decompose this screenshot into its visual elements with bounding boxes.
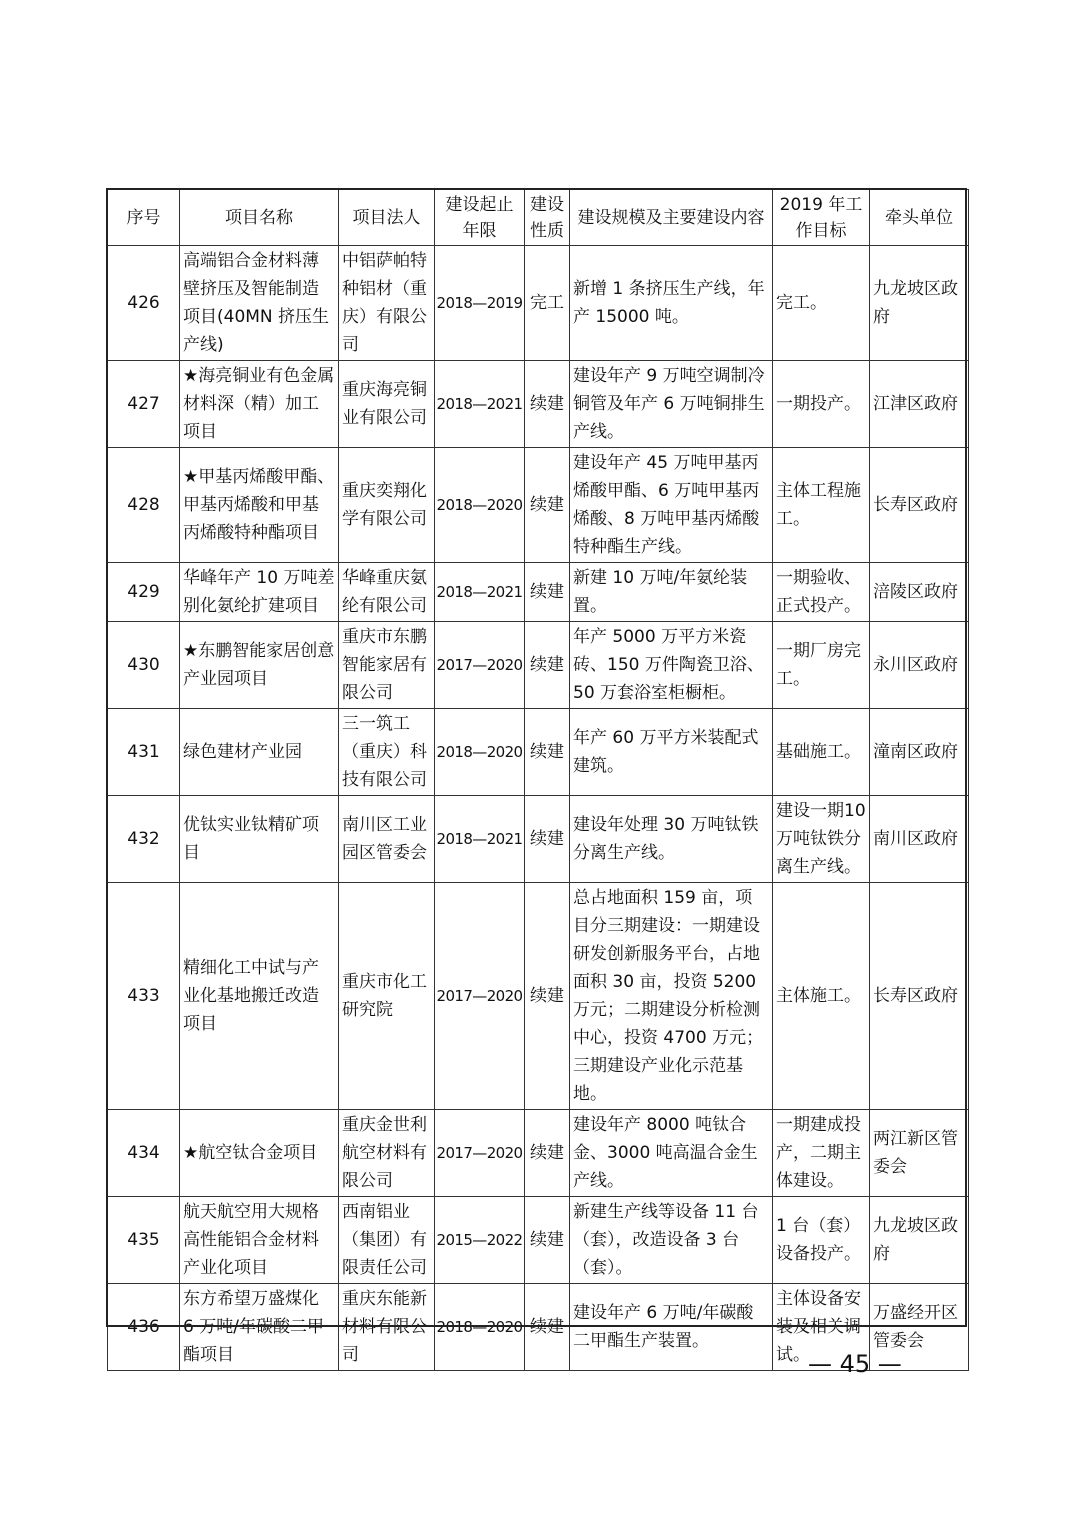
construction-years-cell: 2018—2020: [435, 448, 525, 563]
construction-years-cell: 2017—2020: [435, 883, 525, 1110]
lead-unit-cell: 永川区政府: [870, 622, 969, 709]
lead-unit-cell: 万盛经开区管委会: [870, 1284, 969, 1371]
construction-nature-cell: 续建: [525, 563, 570, 622]
lead-unit-cell: 九龙坡区政府: [870, 1197, 969, 1284]
construction-scope-cell: 建设年产 45 万吨甲基丙烯酸甲酯、6 万吨甲基丙烯酸、8 万吨甲基丙烯酸特种酯生产线。: [570, 448, 773, 563]
project-owner-cell: 华峰重庆氨纶有限公司: [339, 563, 435, 622]
construction-years-cell: 2018—2020: [435, 1284, 525, 1371]
work-goal-2019-cell: 基础施工。: [773, 709, 870, 796]
table-body: [108, 246, 969, 1371]
construction-scope-cell: 新增 1 条挤压生产线，年产 15000 吨。: [570, 246, 773, 361]
table-row: [108, 246, 969, 361]
construction-nature-cell: 续建: [525, 448, 570, 563]
construction-scope-cell: 新建 10 万吨/年氨纶装置。: [570, 563, 773, 622]
row-number-cell: 427: [108, 361, 180, 448]
header-cell: 2019 年工作目标: [773, 190, 870, 246]
lead-unit-cell: 涪陵区政府: [870, 563, 969, 622]
construction-nature-cell: 续建: [525, 796, 570, 883]
lead-unit-cell: 南川区政府: [870, 796, 969, 883]
project-name-cell: 航天航空用大规格高性能铝合金材料产业化项目: [180, 1197, 339, 1284]
lead-unit-cell: 江津区政府: [870, 361, 969, 448]
project-owner-cell: 重庆市化工研究院: [339, 883, 435, 1110]
project-owner-cell: 重庆金世利航空材料有限公司: [339, 1110, 435, 1197]
row-number-cell: 435: [108, 1197, 180, 1284]
project-owner-cell: 南川区工业园区管委会: [339, 796, 435, 883]
table-header-row: [108, 190, 969, 246]
project-owner-cell: 重庆奕翔化学有限公司: [339, 448, 435, 563]
table-row: [108, 709, 969, 796]
row-number-cell: 430: [108, 622, 180, 709]
row-number-cell: 426: [108, 246, 180, 361]
construction-scope-cell: 总占地面积 159 亩，项目分三期建设：一期建设研发创新服务平台，占地面积 30 亩，投资 5200 万元；二期建设分析检测中心，投资 4700 万元；三期建设产业化示范基地。: [570, 883, 773, 1110]
row-number-cell: 433: [108, 883, 180, 1110]
project-owner-cell: 重庆海亮铜业有限公司: [339, 361, 435, 448]
row-number-cell: 434: [108, 1110, 180, 1197]
row-number-cell: 428: [108, 448, 180, 563]
work-goal-2019-cell: 主体施工。: [773, 883, 870, 1110]
header-cell: 建设性质: [525, 190, 570, 246]
construction-scope-cell: 建设年产 6 万吨/年碳酸二甲酯生产装置。: [570, 1284, 773, 1371]
table-row: [108, 622, 969, 709]
construction-scope-cell: 年产 60 万平方米装配式建筑。: [570, 709, 773, 796]
construction-nature-cell: 续建: [525, 1284, 570, 1371]
project-owner-cell: 中铝萨帕特种铝材（重庆）有限公司: [339, 246, 435, 361]
construction-years-cell: 2018—2020: [435, 709, 525, 796]
construction-years-cell: 2017—2020: [435, 1110, 525, 1197]
row-number-cell: 431: [108, 709, 180, 796]
row-number-cell: 429: [108, 563, 180, 622]
project-name-cell: ★东鹏智能家居创意产业园项目: [180, 622, 339, 709]
work-goal-2019-cell: 主体设备安装及相关调试。: [773, 1284, 870, 1371]
construction-scope-cell: 建设年产 9 万吨空调制冷铜管及年产 6 万吨铜排生产线。: [570, 361, 773, 448]
lead-unit-cell: 长寿区政府: [870, 883, 969, 1110]
project-name-cell: ★航空钛合金项目: [180, 1110, 339, 1197]
construction-scope-cell: 新建生产线等设备 11 台（套），改造设备 3 台（套）。: [570, 1197, 773, 1284]
lead-unit-cell: 九龙坡区政府: [870, 246, 969, 361]
work-goal-2019-cell: 1 台（套）设备投产。: [773, 1197, 870, 1284]
project-name-cell: 东方希望万盛煤化 6 万吨/年碳酸二甲酯项目: [180, 1284, 339, 1371]
row-number-cell: 436: [108, 1284, 180, 1371]
construction-nature-cell: 续建: [525, 622, 570, 709]
table-row: [108, 883, 969, 1110]
construction-nature-cell: 完工: [525, 246, 570, 361]
work-goal-2019-cell: 建设一期10万吨钛铁分离生产线。: [773, 796, 870, 883]
project-name-cell: 绿色建材产业园: [180, 709, 339, 796]
header-cell: 项目法人: [339, 190, 435, 246]
lead-unit-cell: 潼南区政府: [870, 709, 969, 796]
project-name-cell: ★甲基丙烯酸甲酯、甲基丙烯酸和甲基丙烯酸特种酯项目: [180, 448, 339, 563]
construction-nature-cell: 续建: [525, 1110, 570, 1197]
construction-nature-cell: 续建: [525, 883, 570, 1110]
construction-scope-cell: 年产 5000 万平方米瓷砖、150 万件陶瓷卫浴、50 万套浴室柜橱柜。: [570, 622, 773, 709]
construction-years-cell: 2018—2021: [435, 361, 525, 448]
header-cell: 牵头单位: [870, 190, 969, 246]
project-table: [107, 189, 969, 1371]
work-goal-2019-cell: 一期投产。: [773, 361, 870, 448]
construction-years-cell: 2018—2019: [435, 246, 525, 361]
table-row: [108, 361, 969, 448]
construction-nature-cell: 续建: [525, 709, 570, 796]
construction-scope-cell: 建设年处理 30 万吨钛铁分离生产线。: [570, 796, 773, 883]
construction-years-cell: 2018—2021: [435, 563, 525, 622]
table-row: [108, 796, 969, 883]
construction-years-cell: 2017—2020: [435, 622, 525, 709]
project-name-cell: 优钛实业钛精矿项目: [180, 796, 339, 883]
table-row: [108, 1197, 969, 1284]
header-cell: 序号: [108, 190, 180, 246]
project-name-cell: 华峰年产 10 万吨差别化氨纶扩建项目: [180, 563, 339, 622]
project-owner-cell: 重庆市东鹏智能家居有限公司: [339, 622, 435, 709]
table-row: [108, 1110, 969, 1197]
table-row: [108, 563, 969, 622]
header-cell: 建设规模及主要建设内容: [570, 190, 773, 246]
work-goal-2019-cell: 一期厂房完工。: [773, 622, 870, 709]
work-goal-2019-cell: 主体工程施工。: [773, 448, 870, 563]
project-owner-cell: 西南铝业（集团）有限责任公司: [339, 1197, 435, 1284]
work-goal-2019-cell: 一期验收、正式投产。: [773, 563, 870, 622]
construction-years-cell: 2018—2021: [435, 796, 525, 883]
project-name-cell: 精细化工中试与产业化基地搬迁改造项目: [180, 883, 339, 1110]
project-name-cell: ★海亮铜业有色金属材料深（精）加工项目: [180, 361, 339, 448]
table-row: [108, 448, 969, 563]
construction-nature-cell: 续建: [525, 361, 570, 448]
construction-nature-cell: 续建: [525, 1197, 570, 1284]
project-name-cell: 高端铝合金材料薄壁挤压及智能制造项目(40MN 挤压生产线): [180, 246, 339, 361]
construction-scope-cell: 建设年产 8000 吨钛合金、3000 吨高温合金生产线。: [570, 1110, 773, 1197]
header-cell: 建设起止年限: [435, 190, 525, 246]
work-goal-2019-cell: 一期建成投产，二期主体建设。: [773, 1110, 870, 1197]
page-number: — 45 —: [808, 1350, 902, 1378]
lead-unit-cell: 两江新区管委会: [870, 1110, 969, 1197]
work-goal-2019-cell: 完工。: [773, 246, 870, 361]
lead-unit-cell: 长寿区政府: [870, 448, 969, 563]
project-owner-cell: 三一筑工（重庆）科技有限公司: [339, 709, 435, 796]
construction-years-cell: 2015—2022: [435, 1197, 525, 1284]
project-owner-cell: 重庆东能新材料有限公司: [339, 1284, 435, 1371]
header-cell: 项目名称: [180, 190, 339, 246]
row-number-cell: 432: [108, 796, 180, 883]
